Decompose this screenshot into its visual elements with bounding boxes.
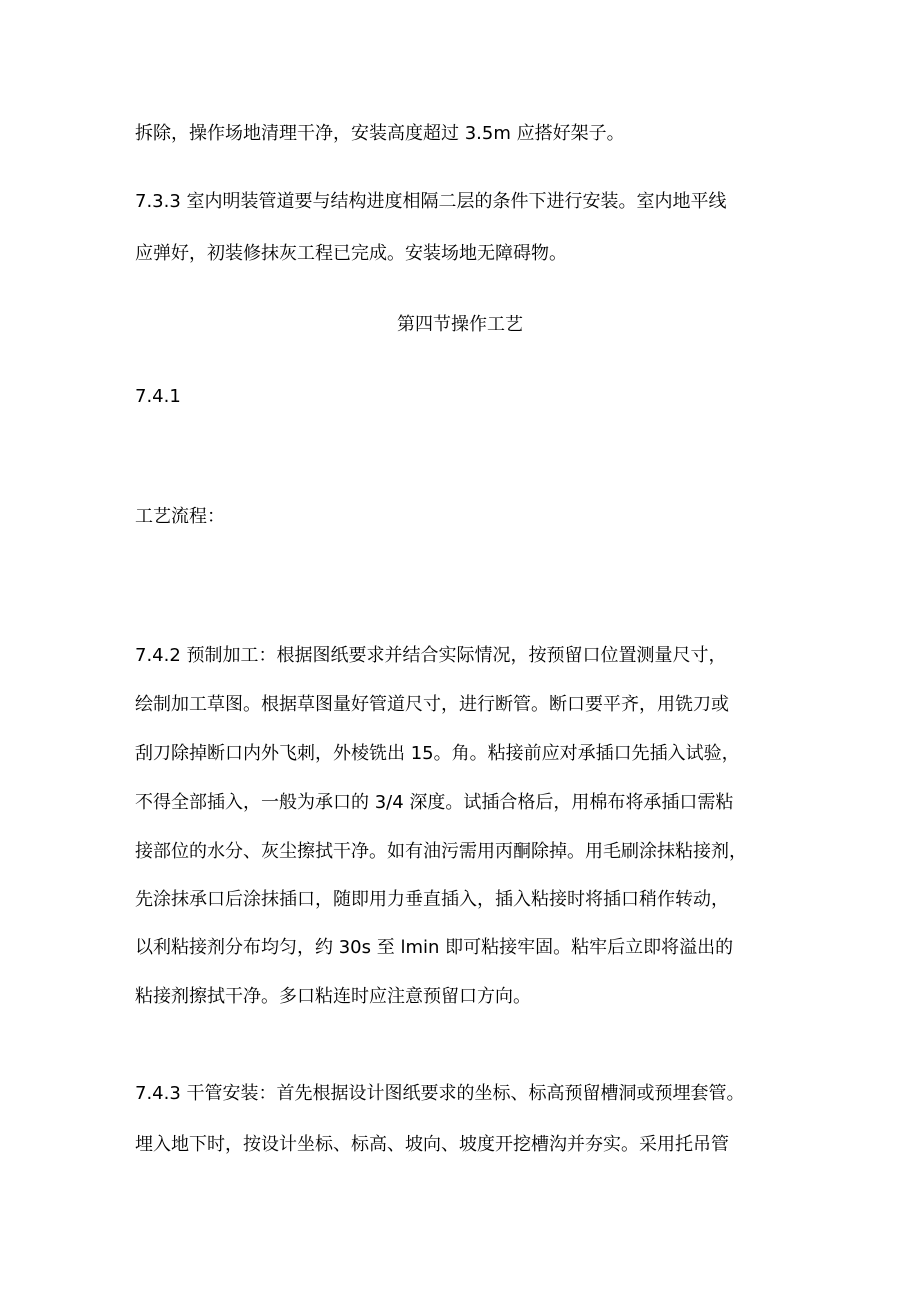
text-line: 刮刀除掉断口内外飞刺，外棱铣出 15。角。粘接前应对承插口先插入试验， bbox=[135, 743, 740, 764]
item-number: 7.4.1 bbox=[135, 386, 181, 407]
text-line: 不得全部插入，一般为承口的 3/4 深度。试插合格后，用棉布将承插口需粘 bbox=[135, 792, 734, 813]
text-line: 先涂抹承口后涂抹插口，随即用力垂直插入，插入粘接时将插口稍作转动， bbox=[135, 889, 729, 910]
text-line: 应弹好，初装修抹灰工程已完成。安装场地无障碍物。 bbox=[135, 243, 567, 264]
text-line: 以利粘接剂分布均匀，约 30s 至 lmin 即可粘接牢固。粘牢后立即将溢出的 bbox=[135, 937, 734, 958]
process-flow-label: 工艺流程： bbox=[135, 506, 225, 527]
text-line: 7.4.2 预制加工：根据图纸要求并结合实际情况，按预留口位置测量尺寸， bbox=[135, 645, 727, 666]
section-heading: 第四节操作工艺 bbox=[397, 314, 523, 335]
text-line: 绘制加工草图。根据草图量好管道尺寸，进行断管。断口要平齐，用铣刀或 bbox=[135, 694, 729, 715]
text-line: 拆除，操作场地清理干净，安装高度超过 3.5m 应搭好架子。 bbox=[135, 123, 625, 144]
text-line: 7.4.3 干管安装：首先根据设计图纸要求的坐标、标高预留槽洞或预埋套管。 bbox=[135, 1083, 745, 1104]
text-line: 接部位的水分、灰尘擦拭干净。如有油污需用丙酮除掉。用毛刷涂抹粘接剂， bbox=[135, 841, 747, 862]
text-line: 粘接剂擦拭干净。多口粘连时应注意预留口方向。 bbox=[135, 986, 531, 1007]
text-line: 埋入地下时，按设计坐标、标高、坡向、坡度开挖槽沟并夯实。采用托吊管 bbox=[135, 1134, 729, 1155]
text-line: 7.3.3 室内明装管道要与结构进度相隔二层的条件下进行安装。室内地平线 bbox=[135, 191, 727, 212]
